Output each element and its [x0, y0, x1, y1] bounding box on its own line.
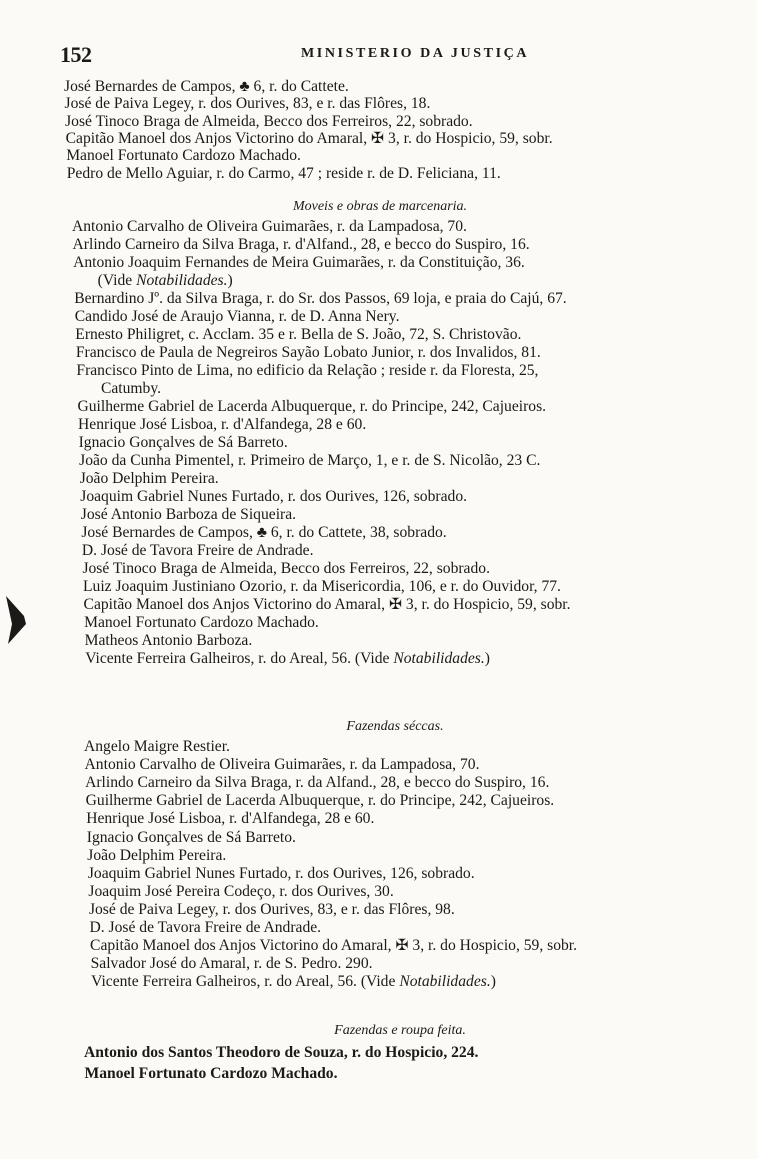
- entry-text: Antonio Carvalho de Oliveira Guimarães, r. da Lampadosa, 70.: [84, 756, 480, 774]
- entry-text: José Tinoco Braga de Almeida, Becco dos Ferreiros, 22, sobrado.: [65, 112, 473, 130]
- entry-text: Joaquim Gabriel Nunes Furtado, r. dos Ourives, 126, sobrado.: [80, 488, 468, 505]
- entry-text: Francisco Pinto de Lima, no edificio da Relação ; reside r. da Floresta, 25,: [76, 362, 539, 379]
- entry-line: [72, 218, 467, 236]
- entry-text: Vicente Ferreira Galheiros, r. do Areal, 56. (Vide: [91, 973, 400, 991]
- entry-text: Ignacio Gonçalves de Sá Barreto.: [86, 828, 296, 846]
- entry-text: Antonio Joaquim Fernandes de Meira Guimarães, r. da Constituição, 36.: [73, 254, 525, 271]
- entry-line: [85, 1065, 338, 1083]
- entry-line: [89, 901, 455, 919]
- entry-closing: ): [227, 272, 233, 289]
- page-header: [60, 42, 700, 68]
- entry-line: [65, 113, 473, 131]
- entry-text: Joaquim Gabriel Nunes Furtado, r. dos Ourives, 126, sobrado.: [87, 864, 475, 882]
- entry-text: José de Paiva Legey, r. dos Ourives, 83, e r. das Flôres, 18.: [64, 95, 431, 113]
- entry-text: (Vide: [97, 272, 137, 289]
- entry-text: Capitão Manoel dos Anjos Victorino do Amaral, ✠ 3, r. do Hospicio, 59, sobr.: [83, 596, 571, 613]
- entry-text: Henrique José Lisboa, r. d'Alfandega, 28 e 60.: [78, 416, 367, 433]
- entry-line: [84, 614, 319, 632]
- margin-thumb-mark: [4, 590, 30, 650]
- entry-text: D. José de Tavora Freire de Andrade.: [81, 542, 314, 559]
- entry-text: João Delphim Pereira.: [87, 846, 227, 864]
- entry-line: [88, 883, 393, 901]
- entry-text: João Delphim Pereira.: [79, 470, 219, 487]
- entry-closing: ): [484, 650, 490, 667]
- entry-line: [73, 254, 525, 272]
- entry-line: [90, 919, 322, 937]
- entry-line: [73, 236, 530, 254]
- entry-line: [80, 470, 219, 488]
- entry-line: [79, 452, 540, 470]
- entry-text: Matheos Antonio Barboza.: [84, 632, 253, 649]
- section-heading: Fazendas séccas.: [346, 719, 444, 734]
- entry-italic-reference: Notabilidades.: [399, 973, 491, 991]
- entry-line: [80, 488, 467, 506]
- entry-line: [78, 416, 366, 434]
- entry-text: Pedro de Mello Aguiar, r. do Carmo, 47 ; reside r. de D. Feliciana, 11.: [66, 164, 501, 182]
- entry-text: Arlindo Carneiro da Silva Braga, r. d'Alfand., 28, e becco do Suspiro, 16.: [72, 236, 530, 253]
- entry-line: [88, 865, 475, 883]
- entry-line: [75, 308, 400, 326]
- entry-line: [84, 1044, 478, 1062]
- entry-line: [79, 434, 288, 452]
- entry-line: [101, 380, 161, 398]
- entry-text: Manoel Fortunato Cardozo Machado.: [66, 147, 301, 165]
- entry-text: Manoel Fortunato Cardozo Machado.: [84, 1064, 338, 1082]
- section-heading: Moveis e obras de marcenaria.: [292, 199, 468, 214]
- entry-text: Ignacio Gonçalves de Sá Barreto.: [78, 434, 288, 451]
- entry-text: Ernesto Philigret, c. Acclam. 35 e r. Bella de S. João, 72, S. Christovão.: [75, 326, 522, 343]
- entry-text: Arlindo Carneiro da Silva Braga, r. da Alfand., 28, e becco do Suspiro, 16.: [85, 774, 550, 792]
- entry-line: [65, 95, 431, 113]
- entry-text: Henrique José Lisboa, r. d'Alfandega, 28 e 60.: [86, 810, 375, 828]
- entry-line: [86, 810, 374, 828]
- entry-text: Catumby.: [100, 380, 161, 397]
- entry-line: [85, 756, 480, 774]
- entry-italic-reference: Notabilidades.: [393, 650, 485, 667]
- page-number: 152: [60, 42, 92, 67]
- entry-text: Candido José de Araujo Vianna, r. de D. Anna Nery.: [74, 308, 400, 325]
- entry-line: [81, 506, 296, 524]
- entry-text: Salvador José do Amaral, r. de S. Pedro. 290.: [90, 955, 373, 973]
- entry-text: José Antonio Barboza de Siqueira.: [80, 506, 297, 523]
- entry-text: José Tinoco Braga de Almeida, Becco dos Ferreiros, 22, sobrado.: [82, 560, 490, 577]
- entry-line: [64, 78, 349, 96]
- entry-line: [84, 738, 230, 756]
- entry-line: [81, 524, 446, 542]
- section-heading: Fazendas e roupa feita.: [334, 1023, 466, 1038]
- entry-line: [66, 147, 301, 165]
- entry-text: Vicente Ferreira Galheiros, r. do Areal, 56. (Vide: [85, 650, 394, 667]
- entry-closing: ): [490, 973, 496, 991]
- entry-text: Capitão Manoel dos Anjos Victorino do Amaral, ✠ 3, r. do Hospicio, 59, sobr.: [90, 937, 578, 955]
- entry-text: Bernardino Jº. da Silva Braga, r. do Sr. dos Passos, 69 loja, e praia do Cajú, 67.: [74, 290, 567, 307]
- entry-text: José Bernardes de Campos, ♣ 6, r. do Cattete, 38, sobrado.: [81, 524, 447, 541]
- entry-line: [84, 596, 571, 614]
- entry-line: [86, 792, 555, 810]
- entry-text: Antonio dos Santos Theodoro de Souza, r. do Hospicio, 224.: [84, 1044, 479, 1061]
- entry-line: [85, 650, 490, 668]
- entry-text: Francisco de Paula de Negreiros Sayão Lobato Junior, r. dos Invalidos, 81.: [75, 344, 541, 361]
- running-head: MINISTERIO DA JUSTIÇA: [300, 46, 530, 61]
- entry-text: Manoel Fortunato Cardozo Machado.: [84, 614, 319, 631]
- entry-line: [82, 542, 314, 560]
- entry-line: [78, 398, 547, 416]
- entry-italic-reference: Notabilidades.: [136, 272, 228, 289]
- entry-line: [85, 632, 253, 650]
- entry-line: [83, 578, 561, 596]
- entry-text: Joaquim José Pereira Codeço, r. dos Ourives, 30.: [88, 882, 394, 900]
- entry-text: José Bernardes de Campos, ♣ 6, r. do Cattete.: [64, 78, 349, 95]
- entry-line: [91, 973, 496, 991]
- entry-line: [82, 560, 490, 578]
- entry-line: [67, 165, 501, 183]
- entry-line: [75, 326, 521, 344]
- entry-line: [87, 829, 296, 847]
- entry-text: Capitão Manoel dos Anjos Victorino do Amaral, ✠ 3, r. do Hospicio, 59, sobr.: [65, 129, 553, 147]
- entry-line: [90, 937, 577, 955]
- entry-text: D. José de Tavora Freire de Andrade.: [89, 919, 322, 936]
- entry-text: Guilherme Gabriel de Lacerda Albuquerque, r. do Principe, 242, Cajueiros.: [85, 792, 555, 810]
- entry-line: [87, 847, 226, 865]
- entry-line: [85, 774, 549, 792]
- entry-text: Angelo Maigre Restier.: [84, 738, 230, 755]
- entry-text: João da Cunha Pimentel, r. Primeiro de Março, 1, e r. de S. Nicolão, 23 C.: [79, 452, 541, 469]
- entry-text: Luiz Joaquim Justiniano Ozorio, r. da Misericordia, 106, e r. do Ouvidor, 77.: [83, 578, 561, 595]
- entry-text: Guilherme Gabriel de Lacerda Albuquerque, r. do Principe, 242, Cajueiros.: [77, 398, 547, 415]
- entry-text: José de Paiva Legey, r. dos Ourives, 83, e r. das Flôres, 98.: [88, 900, 455, 918]
- entry-line: [76, 344, 541, 362]
- entry-line: [76, 362, 538, 380]
- entry-text: Antonio Carvalho de Oliveira Guimarães, r. da Lampadosa, 70.: [72, 218, 467, 235]
- entry-line: [66, 130, 553, 148]
- entry-line: [91, 955, 373, 973]
- entry-line: [74, 290, 567, 308]
- entry-line: [98, 272, 233, 290]
